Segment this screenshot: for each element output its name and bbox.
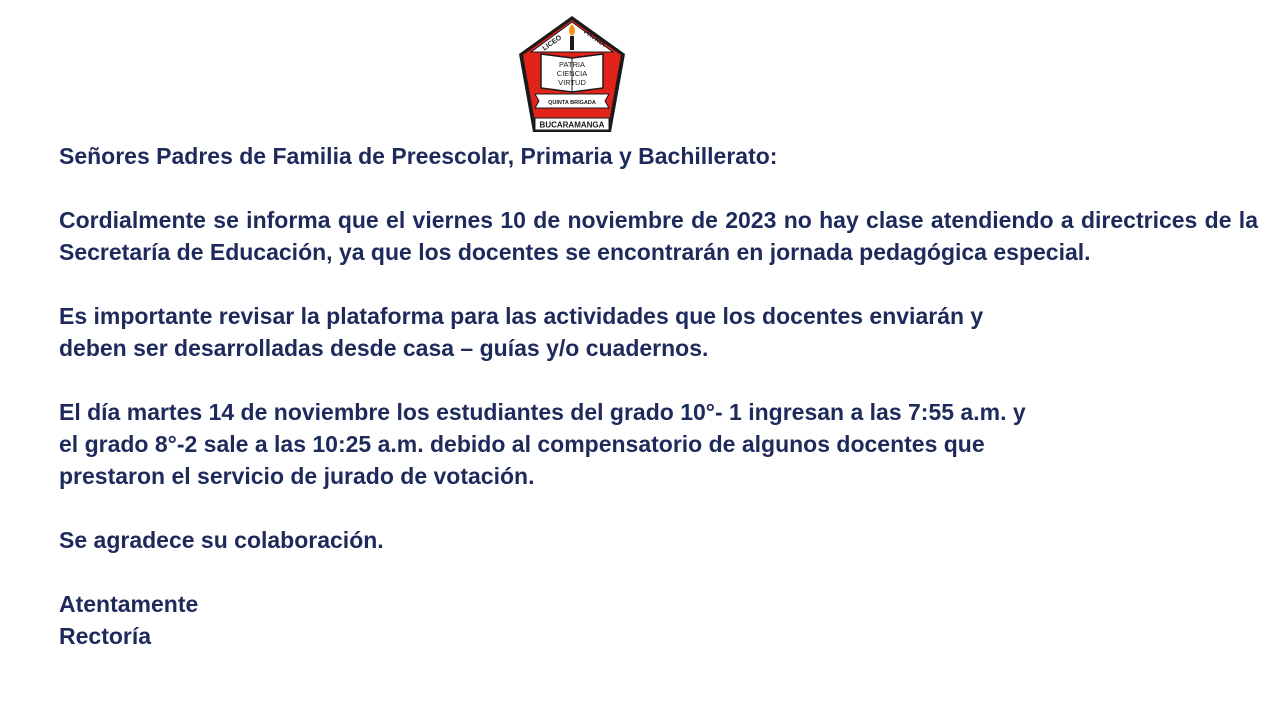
crest-top-left-text: LICEO bbox=[541, 34, 564, 53]
school-crest-logo bbox=[517, 14, 627, 134]
salutation: Señores Padres de Familia de Preescolar, Primaria y Bachillerato: bbox=[59, 143, 778, 169]
paragraph-platform-review bbox=[59, 300, 1258, 364]
signature-line: Rectoría bbox=[59, 623, 152, 649]
paragraph-no-class-notice: Cordialmente se informa que el viernes 10 de noviembre de 2023 no hay clase atendiendo a directrices de la Secretaría de Educación, ya que los docentes se encontrarán en jornada pedagógica especial. bbox=[59, 207, 1258, 265]
ribbon-text: QUINTA BRIGADA bbox=[548, 100, 596, 106]
paragraph-line: el grado 8°-2 sale a las 10:25 a.m. debido al compensatorio de algunos docentes que bbox=[59, 431, 985, 457]
torch-handle bbox=[570, 36, 574, 50]
thanks-line: Se agradece su colaboración. bbox=[59, 527, 384, 553]
closing-line: Atentamente bbox=[59, 591, 199, 617]
crest-top-right-text: PATRIA bbox=[582, 28, 607, 49]
book-line-3: VIRTUD bbox=[558, 78, 586, 87]
paragraph-line: deben ser desarrolladas desde casa – guías y/o cuadernos. bbox=[59, 335, 709, 361]
paragraph-line: prestaron el servicio de jurado de votación. bbox=[59, 463, 535, 489]
paragraph-line: Es importante revisar la plataforma para las actividades que los docentes enviarán y bbox=[59, 303, 984, 329]
book-line-1: PATRIA bbox=[559, 60, 585, 69]
paragraph-line: El día martes 14 de noviembre los estudiantes del grado 10°- 1 ingresan a las 7:55 a.m. y bbox=[59, 399, 1026, 425]
paragraph-schedule-change bbox=[59, 396, 1258, 492]
book-line-2: CIENCIA bbox=[556, 69, 588, 78]
letter-body bbox=[59, 140, 1258, 652]
bottom-label-text: BUCARAMANGA bbox=[539, 120, 605, 130]
